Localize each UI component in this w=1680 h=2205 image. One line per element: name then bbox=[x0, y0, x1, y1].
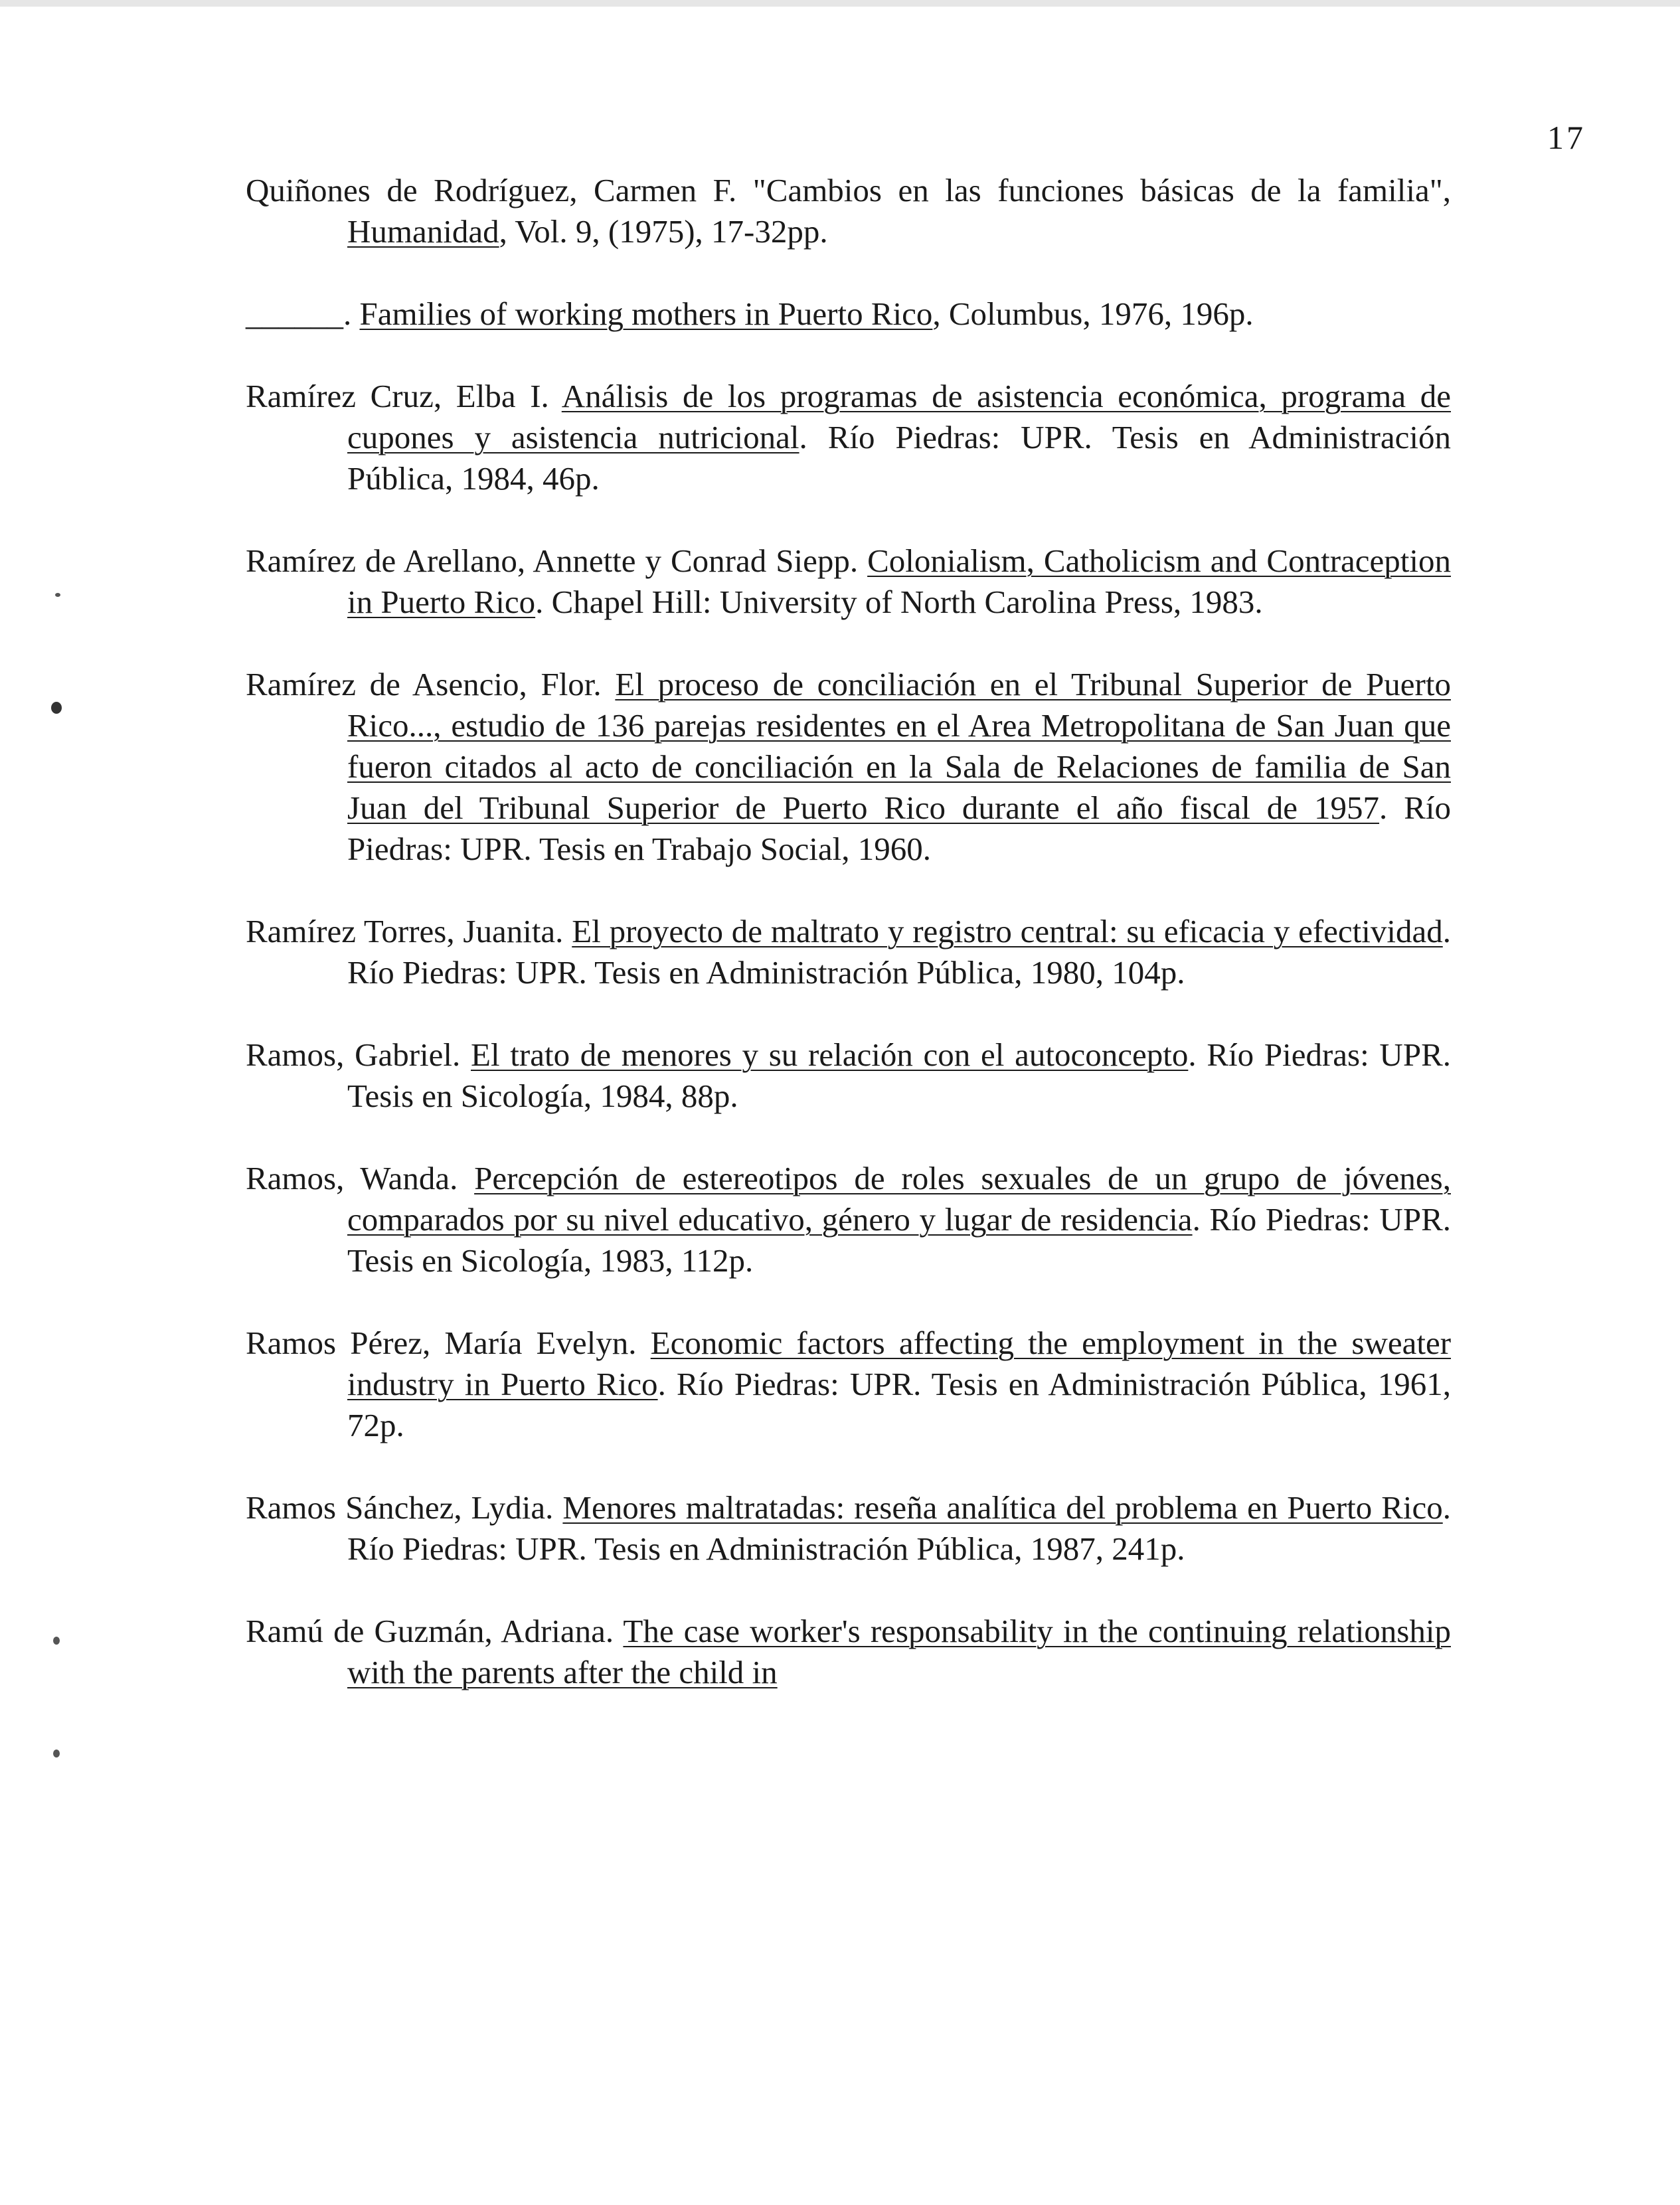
entry-publication-details: . Río Piedras: UPR. Tesis en Administración Pública, 1980, 104p. bbox=[347, 913, 1452, 991]
entry-title: El trato de menores y su relación con el autoconcepto bbox=[471, 1036, 1189, 1073]
bibliography-entry bbox=[246, 1323, 1451, 1446]
entry-text-before-title bbox=[549, 378, 562, 414]
bibliography-entry bbox=[246, 376, 1451, 499]
entry-title: Menores maltratadas: reseña analítica del problema en Puerto Rico bbox=[562, 1489, 1443, 1526]
entry-publication-details: , Columbus, 1976, 196p. bbox=[932, 295, 1254, 332]
entry-author: Ramú de Guzmán, Adriana. bbox=[246, 1613, 614, 1649]
bibliography-entry bbox=[246, 293, 1451, 335]
entry-publication-details: , Vol. 9, (1975), 17-32pp. bbox=[499, 213, 828, 250]
entry-text-before-title bbox=[460, 1036, 471, 1073]
entry-publication-details: . Río Piedras: UPR. Tesis en Sicología, 1984, 88p. bbox=[347, 1036, 1452, 1114]
entry-text-before-title bbox=[614, 1613, 623, 1649]
margin-mark-3 bbox=[53, 1637, 60, 1645]
entry-text-before-title bbox=[858, 542, 867, 579]
bibliography-entry bbox=[246, 1034, 1451, 1117]
entry-publication-details: . Río Piedras: UPR. Tesis en Sicología, 1983, 112p. bbox=[347, 1201, 1451, 1279]
bibliography-entry bbox=[246, 664, 1451, 870]
entry-title: Percepción de estereotipos de roles sexuales de un grupo de jóvenes, comparados por su nivel educativo, género y lugar de residencia bbox=[347, 1160, 1451, 1238]
entry-author: Ramos, Wanda. bbox=[246, 1160, 458, 1196]
scan-top-edge bbox=[0, 0, 1680, 7]
entry-text-before-title bbox=[553, 1489, 562, 1526]
page-number: 17 bbox=[1547, 119, 1586, 156]
entry-author: ______. bbox=[246, 295, 352, 332]
entry-title: El proyecto de maltrato y registro central: su eficacia y efectividad bbox=[572, 913, 1443, 949]
bibliography-entry bbox=[246, 1158, 1451, 1281]
margin-mark-4 bbox=[53, 1750, 60, 1757]
entry-author: Ramírez de Asencio, Flor. bbox=[246, 666, 602, 702]
entry-author: Ramírez Torres, Juanita. bbox=[246, 913, 564, 949]
entry-publication-details: . Río Piedras: UPR. Tesis en Administración Pública, 1987, 241p. bbox=[347, 1489, 1451, 1567]
entry-author: Ramos, Gabriel. bbox=[246, 1036, 461, 1073]
entry-author: Ramos Sánchez, Lydia. bbox=[246, 1489, 554, 1526]
bibliography-entry bbox=[246, 911, 1451, 993]
entry-publication-details: . Chapel Hill: University of North Carolina Press, 1983. bbox=[535, 584, 1263, 620]
entry-text-before-title bbox=[637, 1325, 651, 1361]
bibliography-list bbox=[246, 170, 1451, 1734]
entry-text-before-title bbox=[458, 1160, 474, 1196]
entry-title: Colonialism, Catholicism and Contraception in Puerto Rico bbox=[347, 542, 1452, 620]
entry-text-before-title bbox=[563, 913, 572, 949]
entry-title: Análisis de los programas de asistencia económica, programa de cupones y asistencia nutricional bbox=[347, 378, 1452, 455]
entry-title: Humanidad bbox=[347, 213, 499, 250]
bibliography-entry bbox=[246, 1487, 1451, 1570]
entry-author: Quiñones de Rodríguez, Carmen F. bbox=[246, 172, 737, 208]
bibliography-entry bbox=[246, 1611, 1451, 1693]
entry-author: Ramos Pérez, María Evelyn. bbox=[246, 1325, 637, 1361]
bibliography-entry bbox=[246, 170, 1451, 252]
entry-author: Ramírez Cruz, Elba I. bbox=[246, 378, 549, 414]
entry-text-before-title bbox=[602, 666, 616, 702]
entry-title: El proceso de conciliación en el Tribunal Superior de Puerto Rico..., estudio de 136 parejas residentes en el Area Metropolitana de San Juan que fueron citados al acto de conciliación en la Sala de Relaciones de familia de San Juan del Tribunal Superior de Puerto Rico durante el año fiscal de 1957 bbox=[347, 666, 1451, 826]
entry-title: Families of working mothers in Puerto Rico bbox=[359, 295, 933, 332]
bibliography-entry bbox=[246, 540, 1451, 623]
entry-text-before-title: "Cambios en las funciones básicas de la familia", bbox=[736, 172, 1451, 208]
margin-mark-2 bbox=[51, 702, 62, 714]
margin-mark-1 bbox=[55, 593, 60, 597]
entry-publication-details: . Río Piedras: UPR. Tesis en Administración Pública, 1961, 72p. bbox=[347, 1366, 1451, 1443]
entry-title: The case worker's responsability in the continuing relationship with the parents after the child in bbox=[347, 1613, 1451, 1690]
entry-author: Ramírez de Arellano, Annette y Conrad Siepp. bbox=[246, 542, 859, 579]
entry-text-before-title bbox=[351, 295, 359, 332]
entry-publication-details: . Río Piedras: UPR. Tesis en Trabajo Social, 1960. bbox=[347, 789, 1452, 867]
entry-title: Economic factors affecting the employment in the sweater industry in Puerto Rico bbox=[347, 1325, 1452, 1402]
entry-publication-details: . Río Piedras: UPR. Tesis en Administración Pública, 1984, 46p. bbox=[347, 419, 1451, 497]
